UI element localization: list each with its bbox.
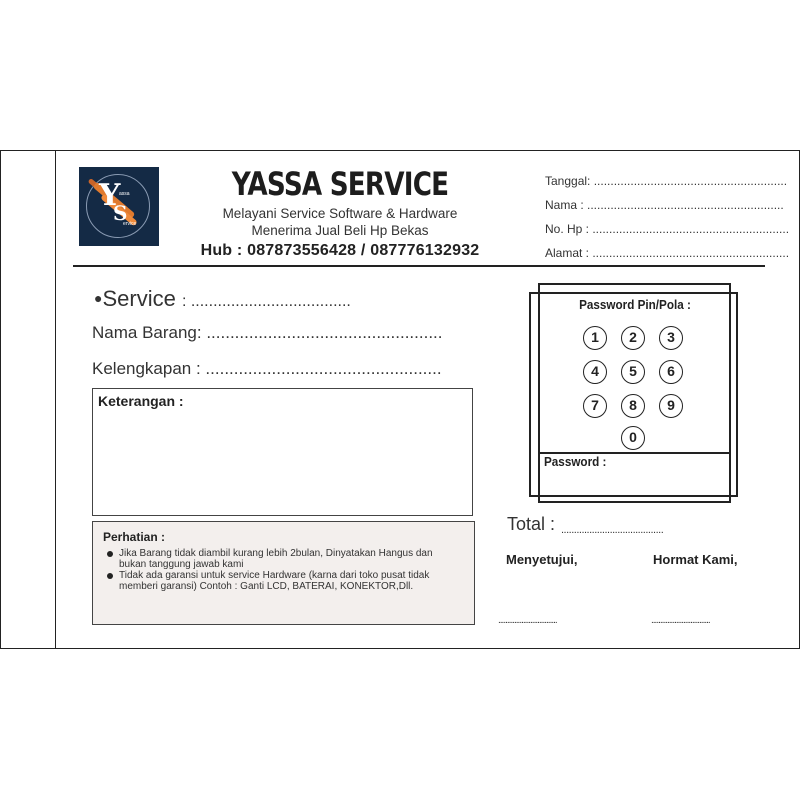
shop-tagline-1: Melayani Service Software & Hardware bbox=[222, 206, 458, 221]
bullet-icon: ● bbox=[94, 290, 103, 306]
perhatian-notice bbox=[92, 521, 475, 625]
header-divider bbox=[73, 265, 765, 267]
logo-small-text: ervice bbox=[123, 221, 137, 227]
keterangan-label: Keterangan : bbox=[98, 393, 184, 409]
nohp-field[interactable]: No. Hp : ........................................................... bbox=[545, 222, 790, 236]
total-field[interactable]: ........................................ bbox=[561, 524, 664, 536]
menyetujui-label: Menyetujui, bbox=[506, 552, 578, 567]
keterangan-box[interactable] bbox=[92, 388, 473, 516]
shop-signature-line[interactable]: ................................. bbox=[651, 615, 710, 626]
pin-key-7[interactable]: 7 bbox=[583, 394, 607, 418]
pin-key-2[interactable]: 2 bbox=[621, 326, 645, 350]
pin-key-5[interactable]: 5 bbox=[621, 360, 645, 384]
pin-key-1[interactable]: 1 bbox=[583, 326, 607, 350]
total-label: Total : bbox=[507, 514, 556, 534]
pin-key-4[interactable]: 4 bbox=[583, 360, 607, 384]
yassa-logo bbox=[79, 167, 159, 246]
perhatian-item: Jika Barang tidak diambil kurang lebih 2bulan, Dinyatakan Hangus dan bukan tanggung jawab kami bbox=[107, 548, 462, 570]
perhatian-title: Perhatian : bbox=[103, 530, 166, 544]
shop-tagline-2: Menerima Jual Beli Hp Bekas bbox=[251, 223, 429, 238]
logo-monogram-y: Y bbox=[99, 178, 121, 213]
pin-key-8[interactable]: 8 bbox=[621, 394, 645, 418]
hormat-kami-label: Hormat Kami, bbox=[653, 552, 738, 567]
password-box bbox=[538, 283, 731, 503]
nama-barang-field[interactable]: Nama Barang: .................................................. bbox=[92, 323, 443, 342]
pin-key-0[interactable]: 0 bbox=[621, 426, 645, 450]
nama-field[interactable]: Nama : ........................................................... bbox=[545, 198, 784, 212]
kelengkapan-field[interactable]: Kelengkapan : .................................................. bbox=[92, 359, 442, 378]
perhatian-item: Tidak ada garansi untuk service Hardware (karna dari toko pusat tidak memberi garansi) Contoh : Ganti LCD, BATERAI, KONEKTOR,Dll. bbox=[107, 570, 462, 592]
shop-contact: Hub : 087873556428 / 087776132932 bbox=[200, 242, 480, 259]
pin-key-9[interactable]: 9 bbox=[659, 394, 683, 418]
alamat-field[interactable]: Alamat : ........................................................... bbox=[545, 246, 790, 260]
service-dots: : .................................... bbox=[181, 293, 351, 310]
perhatian-list bbox=[107, 548, 462, 592]
password-label[interactable]: Password : bbox=[544, 454, 607, 469]
password-pin-title: Password Pin/Pola : bbox=[579, 297, 691, 312]
customer-signature-line[interactable]: ................................. bbox=[498, 615, 557, 626]
pin-key-3[interactable]: 3 bbox=[659, 326, 683, 350]
stub-divider bbox=[55, 150, 56, 649]
pin-key-6[interactable]: 6 bbox=[659, 360, 683, 384]
logo-monogram-s: S bbox=[113, 201, 128, 225]
service-field[interactable] bbox=[94, 286, 351, 312]
shop-title: YASSA SERVICE bbox=[231, 165, 449, 203]
service-label: Service bbox=[102, 286, 176, 311]
tanggal-field[interactable]: Tanggal: .......................................................... bbox=[545, 174, 788, 188]
logo-small-text: assa bbox=[119, 191, 130, 197]
